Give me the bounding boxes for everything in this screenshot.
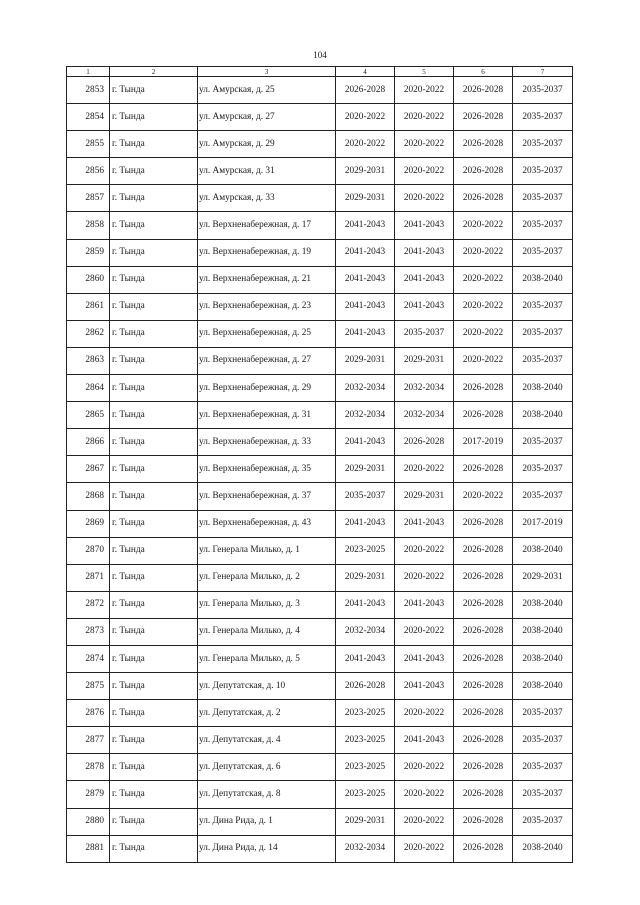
address-cell: ул. Верхненабережная, д. 43 (198, 510, 336, 537)
table-row (67, 456, 573, 483)
period-cell: 2026-2028 (454, 835, 513, 862)
period-cell: 2035-2037 (513, 158, 573, 185)
column-number: 6 (454, 67, 513, 77)
city-cell: г. Тында (110, 727, 198, 754)
address-cell: ул. Верхненабережная, д. 19 (198, 239, 336, 266)
address-cell: ул. Депутатская, д. 10 (198, 673, 336, 700)
period-cell: 2020-2022 (454, 483, 513, 510)
period-cell: 2026-2028 (336, 77, 395, 104)
table-row (67, 77, 573, 104)
period-cell: 2029-2031 (336, 456, 395, 483)
city-cell: г. Тында (110, 320, 198, 347)
row-number-cell: 2864 (67, 375, 110, 402)
period-cell: 2026-2028 (454, 185, 513, 212)
row-number-cell: 2861 (67, 293, 110, 320)
address-cell: ул. Верхненабережная, д. 27 (198, 347, 336, 374)
period-cell: 2041-2043 (395, 212, 454, 239)
city-cell: г. Тында (110, 835, 198, 862)
city-cell: г. Тында (110, 808, 198, 835)
period-cell: 2035-2037 (513, 347, 573, 374)
table-row (67, 320, 573, 347)
period-cell: 2041-2043 (395, 293, 454, 320)
period-cell: 2038-2040 (513, 618, 573, 645)
city-cell: г. Тында (110, 375, 198, 402)
period-cell: 2020-2022 (395, 158, 454, 185)
period-cell: 2041-2043 (395, 510, 454, 537)
table-row (67, 808, 573, 835)
period-cell: 2026-2028 (454, 77, 513, 104)
period-cell: 2020-2022 (336, 131, 395, 158)
period-cell: 2029-2031 (336, 185, 395, 212)
address-cell: ул. Амурская, д. 31 (198, 158, 336, 185)
address-cell: ул. Дина Рида, д. 1 (198, 808, 336, 835)
period-cell: 2029-2031 (336, 158, 395, 185)
period-cell: 2041-2043 (395, 727, 454, 754)
city-cell: г. Тында (110, 483, 198, 510)
period-cell: 2023-2025 (336, 537, 395, 564)
address-cell: ул. Генерала Милько, д. 5 (198, 645, 336, 672)
period-cell: 2026-2028 (454, 618, 513, 645)
period-cell: 2026-2028 (454, 645, 513, 672)
city-cell: г. Тында (110, 781, 198, 808)
row-number-cell: 2878 (67, 754, 110, 781)
period-cell: 2041-2043 (395, 591, 454, 618)
city-cell: г. Тында (110, 429, 198, 456)
period-cell: 2026-2028 (395, 429, 454, 456)
address-cell: ул. Верхненабережная, д. 31 (198, 402, 336, 429)
period-cell: 2029-2031 (513, 564, 573, 591)
row-number-cell: 2863 (67, 347, 110, 374)
table-row (67, 239, 573, 266)
city-cell: г. Тында (110, 104, 198, 131)
period-cell: 2020-2022 (454, 239, 513, 266)
period-cell: 2026-2028 (454, 808, 513, 835)
table-row (67, 347, 573, 374)
period-cell: 2020-2022 (395, 564, 454, 591)
row-number-cell: 2871 (67, 564, 110, 591)
period-cell: 2032-2034 (336, 835, 395, 862)
address-cell: ул. Верхненабережная, д. 29 (198, 375, 336, 402)
period-cell: 2029-2031 (336, 564, 395, 591)
period-cell: 2020-2022 (395, 456, 454, 483)
period-cell: 2029-2031 (395, 483, 454, 510)
address-cell: ул. Генерала Милько, д. 3 (198, 591, 336, 618)
address-cell: ул. Амурская, д. 25 (198, 77, 336, 104)
address-cell: ул. Амурская, д. 33 (198, 185, 336, 212)
address-cell: ул. Верхненабережная, д. 21 (198, 266, 336, 293)
column-number: 5 (395, 67, 454, 77)
period-cell: 2026-2028 (454, 700, 513, 727)
period-cell: 2041-2043 (336, 510, 395, 537)
address-cell: ул. Верхненабережная, д. 35 (198, 456, 336, 483)
table-row (67, 212, 573, 239)
row-number-cell: 2868 (67, 483, 110, 510)
row-number-cell: 2874 (67, 645, 110, 672)
period-cell: 2041-2043 (336, 429, 395, 456)
address-cell: ул. Верхненабережная, д. 23 (198, 293, 336, 320)
period-cell: 2026-2028 (454, 456, 513, 483)
city-cell: г. Тында (110, 212, 198, 239)
column-number: 3 (198, 67, 336, 77)
period-cell: 2038-2040 (513, 673, 573, 700)
column-number: 7 (513, 67, 573, 77)
period-cell: 2026-2028 (454, 158, 513, 185)
city-cell: г. Тында (110, 402, 198, 429)
table-row (67, 158, 573, 185)
period-cell: 2023-2025 (336, 727, 395, 754)
row-number-cell: 2859 (67, 239, 110, 266)
table-row (67, 266, 573, 293)
row-number-cell: 2860 (67, 266, 110, 293)
city-cell: г. Тында (110, 591, 198, 618)
period-cell: 2035-2037 (336, 483, 395, 510)
table-row (67, 673, 573, 700)
address-cell: ул. Верхненабережная, д. 37 (198, 483, 336, 510)
city-cell: г. Тында (110, 754, 198, 781)
row-number-cell: 2872 (67, 591, 110, 618)
row-number-cell: 2876 (67, 700, 110, 727)
row-number-cell: 2865 (67, 402, 110, 429)
period-cell: 2026-2028 (454, 673, 513, 700)
row-number-cell: 2880 (67, 808, 110, 835)
period-cell: 2020-2022 (395, 808, 454, 835)
address-cell: ул. Верхненабережная, д. 33 (198, 429, 336, 456)
period-cell: 2035-2037 (513, 727, 573, 754)
period-cell: 2035-2037 (513, 808, 573, 835)
period-cell: 2035-2037 (395, 320, 454, 347)
address-cell: ул. Генерала Милько, д. 4 (198, 618, 336, 645)
row-number-cell: 2867 (67, 456, 110, 483)
period-cell: 2029-2031 (336, 347, 395, 374)
period-cell: 2032-2034 (336, 618, 395, 645)
table-row (67, 564, 573, 591)
city-cell: г. Тында (110, 77, 198, 104)
column-number: 1 (67, 67, 110, 77)
period-cell: 2038-2040 (513, 266, 573, 293)
row-number-cell: 2873 (67, 618, 110, 645)
period-cell: 2035-2037 (513, 293, 573, 320)
period-cell: 2032-2034 (336, 375, 395, 402)
period-cell: 2035-2037 (513, 104, 573, 131)
table-row (67, 131, 573, 158)
period-cell: 2038-2040 (513, 591, 573, 618)
address-cell: ул. Депутатская, д. 8 (198, 781, 336, 808)
row-number-cell: 2856 (67, 158, 110, 185)
period-cell: 2017-2019 (454, 429, 513, 456)
city-cell: г. Тында (110, 158, 198, 185)
period-cell: 2035-2037 (513, 131, 573, 158)
period-cell: 2038-2040 (513, 645, 573, 672)
period-cell: 2026-2028 (336, 673, 395, 700)
period-cell: 2035-2037 (513, 754, 573, 781)
table-row (67, 483, 573, 510)
table-row (67, 104, 573, 131)
period-cell: 2038-2040 (513, 402, 573, 429)
period-cell: 2041-2043 (336, 212, 395, 239)
row-number-cell: 2862 (67, 320, 110, 347)
row-number-cell: 2855 (67, 131, 110, 158)
row-number-cell: 2857 (67, 185, 110, 212)
period-cell: 2020-2022 (395, 781, 454, 808)
period-cell: 2041-2043 (395, 266, 454, 293)
period-cell: 2035-2037 (513, 456, 573, 483)
column-number: 2 (110, 67, 198, 77)
address-cell: ул. Амурская, д. 29 (198, 131, 336, 158)
row-number-cell: 2870 (67, 537, 110, 564)
table-row (67, 727, 573, 754)
row-number-cell: 2866 (67, 429, 110, 456)
row-number-cell: 2869 (67, 510, 110, 537)
period-cell: 2020-2022 (395, 537, 454, 564)
row-number-cell: 2875 (67, 673, 110, 700)
row-number-cell: 2877 (67, 727, 110, 754)
table-row (67, 618, 573, 645)
period-cell: 2041-2043 (395, 673, 454, 700)
period-cell: 2041-2043 (336, 645, 395, 672)
period-cell: 2026-2028 (454, 375, 513, 402)
period-cell: 2035-2037 (513, 781, 573, 808)
city-cell: г. Тында (110, 645, 198, 672)
schedule-table (66, 66, 573, 863)
period-cell: 2032-2034 (336, 402, 395, 429)
period-cell: 2026-2028 (454, 727, 513, 754)
period-cell: 2026-2028 (454, 510, 513, 537)
city-cell: г. Тында (110, 293, 198, 320)
period-cell: 2038-2040 (513, 537, 573, 564)
city-cell: г. Тында (110, 618, 198, 645)
city-cell: г. Тында (110, 456, 198, 483)
table-row (67, 591, 573, 618)
period-cell: 2032-2034 (395, 402, 454, 429)
period-cell: 2026-2028 (454, 402, 513, 429)
city-cell: г. Тында (110, 537, 198, 564)
period-cell: 2023-2025 (336, 700, 395, 727)
table-row (67, 781, 573, 808)
column-number: 4 (336, 67, 395, 77)
table-body (67, 77, 573, 863)
address-cell: ул. Верхненабережная, д. 17 (198, 212, 336, 239)
period-cell: 2026-2028 (454, 754, 513, 781)
period-cell: 2020-2022 (454, 347, 513, 374)
address-cell: ул. Амурская, д. 27 (198, 104, 336, 131)
table-row (67, 293, 573, 320)
period-cell: 2035-2037 (513, 483, 573, 510)
address-cell: ул. Генерала Милько, д. 2 (198, 564, 336, 591)
table-row (67, 375, 573, 402)
period-cell: 2041-2043 (395, 645, 454, 672)
period-cell: 2035-2037 (513, 320, 573, 347)
table-row (67, 402, 573, 429)
period-cell: 2041-2043 (336, 239, 395, 266)
address-cell: ул. Верхненабережная, д. 25 (198, 320, 336, 347)
city-cell: г. Тында (110, 239, 198, 266)
period-cell: 2023-2025 (336, 754, 395, 781)
row-number-cell: 2879 (67, 781, 110, 808)
address-cell: ул. Дина Рида, д. 14 (198, 835, 336, 862)
city-cell: г. Тында (110, 185, 198, 212)
period-cell: 2020-2022 (336, 104, 395, 131)
city-cell: г. Тында (110, 266, 198, 293)
period-cell: 2026-2028 (454, 781, 513, 808)
period-cell: 2017-2019 (513, 510, 573, 537)
table-row (67, 645, 573, 672)
city-cell: г. Тында (110, 510, 198, 537)
period-cell: 2026-2028 (454, 131, 513, 158)
table-row (67, 429, 573, 456)
city-cell: г. Тында (110, 131, 198, 158)
table-row (67, 835, 573, 862)
table-row (67, 700, 573, 727)
period-cell: 2029-2031 (336, 808, 395, 835)
address-cell: ул. Депутатская, д. 4 (198, 727, 336, 754)
period-cell: 2041-2043 (336, 266, 395, 293)
period-cell: 2026-2028 (454, 564, 513, 591)
period-cell: 2035-2037 (513, 212, 573, 239)
period-cell: 2023-2025 (336, 781, 395, 808)
address-cell: ул. Депутатская, д. 6 (198, 754, 336, 781)
period-cell: 2020-2022 (454, 293, 513, 320)
period-cell: 2020-2022 (395, 77, 454, 104)
period-cell: 2035-2037 (513, 239, 573, 266)
city-cell: г. Тында (110, 347, 198, 374)
period-cell: 2035-2037 (513, 185, 573, 212)
period-cell: 2020-2022 (454, 212, 513, 239)
period-cell: 2035-2037 (513, 429, 573, 456)
period-cell: 2038-2040 (513, 375, 573, 402)
period-cell: 2020-2022 (395, 185, 454, 212)
period-cell: 2029-2031 (395, 347, 454, 374)
row-number-cell: 2854 (67, 104, 110, 131)
period-cell: 2020-2022 (395, 754, 454, 781)
city-cell: г. Тында (110, 700, 198, 727)
period-cell: 2020-2022 (395, 700, 454, 727)
address-cell: ул. Депутатская, д. 2 (198, 700, 336, 727)
period-cell: 2041-2043 (336, 320, 395, 347)
address-cell: ул. Генерала Милько, д. 1 (198, 537, 336, 564)
column-number-row (67, 67, 573, 77)
period-cell: 2020-2022 (395, 131, 454, 158)
table-row (67, 754, 573, 781)
period-cell: 2020-2022 (454, 266, 513, 293)
period-cell: 2026-2028 (454, 537, 513, 564)
table-row (67, 510, 573, 537)
row-number-cell: 2881 (67, 835, 110, 862)
city-cell: г. Тында (110, 564, 198, 591)
period-cell: 2035-2037 (513, 700, 573, 727)
period-cell: 2020-2022 (395, 618, 454, 645)
city-cell: г. Тында (110, 673, 198, 700)
period-cell: 2032-2034 (395, 375, 454, 402)
page-number: 104 (313, 50, 327, 60)
row-number-cell: 2853 (67, 77, 110, 104)
period-cell: 2020-2022 (395, 835, 454, 862)
period-cell: 2020-2022 (454, 320, 513, 347)
period-cell: 2041-2043 (336, 591, 395, 618)
period-cell: 2020-2022 (395, 104, 454, 131)
period-cell: 2035-2037 (513, 77, 573, 104)
period-cell: 2041-2043 (336, 293, 395, 320)
row-number-cell: 2858 (67, 212, 110, 239)
period-cell: 2041-2043 (395, 239, 454, 266)
table-row (67, 537, 573, 564)
period-cell: 2026-2028 (454, 104, 513, 131)
period-cell: 2038-2040 (513, 835, 573, 862)
table-row (67, 185, 573, 212)
period-cell: 2026-2028 (454, 591, 513, 618)
